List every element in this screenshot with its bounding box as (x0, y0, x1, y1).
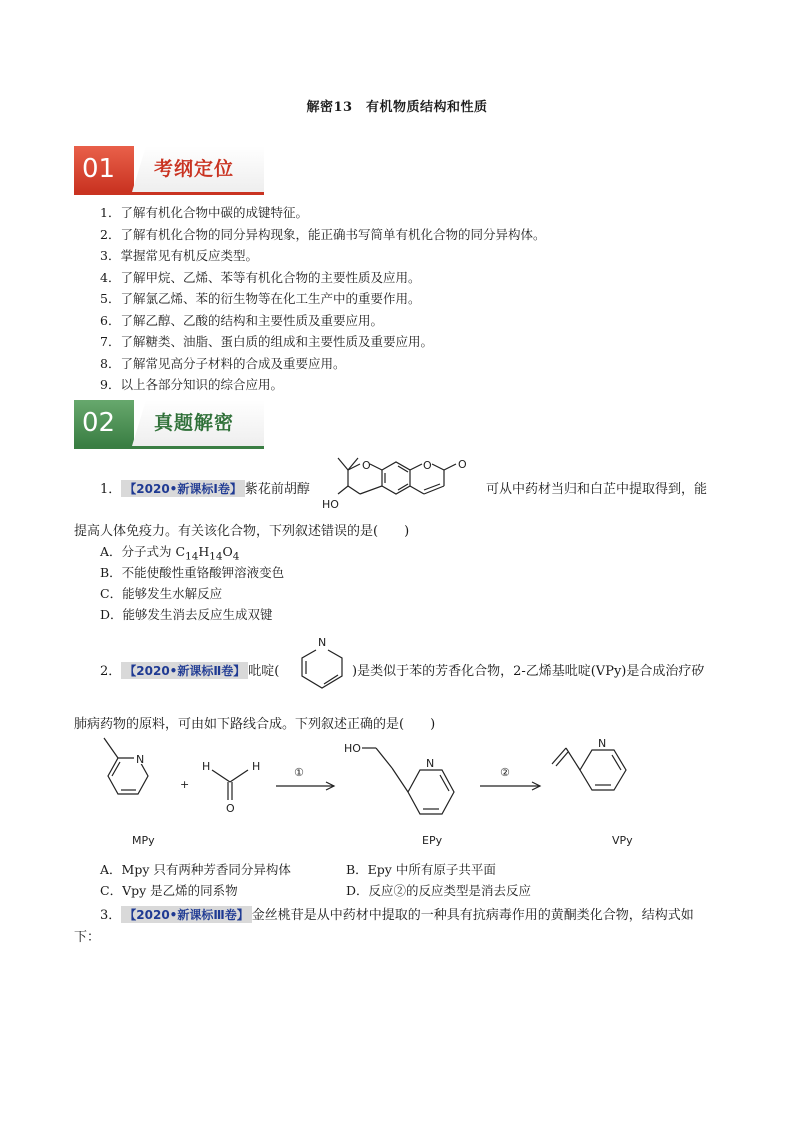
list-item: 1．了解有机化合物中碳的成键特征。 (100, 205, 308, 220)
list-item: 7．了解糖类、油脂、蛋白质的组成和主要性质及重要应用。 (100, 334, 433, 349)
bond (348, 458, 358, 470)
atom-label: N (598, 737, 607, 750)
bond (230, 770, 248, 782)
bond (556, 752, 568, 766)
section-header-01 (74, 146, 264, 194)
source-tag: 【2020•新课标Ⅲ卷】 (121, 906, 251, 923)
bond (566, 748, 580, 770)
bond (112, 762, 120, 776)
option-d: D．能够发生消去反应生成双键 (100, 607, 273, 622)
bond (360, 486, 382, 494)
step-label: ① (294, 766, 304, 779)
section-underline (74, 446, 264, 449)
compound-name: EPy (422, 834, 443, 847)
pyridine-structure (294, 634, 350, 696)
question-3-stem-line2: 下： (74, 930, 101, 945)
section-number: 02 (74, 400, 134, 446)
question-text: 吡啶( (248, 664, 280, 679)
question-number: 3． (100, 908, 122, 923)
option-a: A．Mpy 只有两种芳香同分异构体 (100, 862, 291, 877)
plus-sign: + (180, 778, 190, 791)
bond (348, 486, 360, 494)
section-title: 考纲定位 (154, 158, 235, 180)
atom-label: N (136, 753, 145, 766)
question-2-stem-continued: )是类似于苯的芳香化合物，2-乙烯基吡啶(VPy)是合成治疗矽 (352, 664, 705, 679)
question-text: 紫花前胡醇 (244, 482, 310, 497)
question-2-stem (100, 660, 279, 679)
atom-label: H (202, 760, 211, 773)
question-1-stem (100, 478, 310, 497)
question-2-stem-line2: 肺病药物的原料，可由如下路线合成。下列叙述正确的是( ) (74, 717, 436, 732)
bond (444, 464, 456, 470)
source-tag: 【2020•新课标Ⅰ卷】 (121, 480, 245, 497)
zihuaqianhuchun-structure (318, 448, 488, 520)
question-3-stem (100, 904, 694, 923)
bond (104, 738, 118, 758)
bond (370, 464, 382, 470)
atom-label: N (318, 636, 327, 649)
option-c: C．能够发生水解反应 (100, 586, 223, 601)
bond (410, 464, 422, 470)
bond (376, 748, 392, 768)
question-number: 2． (100, 664, 122, 679)
option-b: B．不能使酸性重铬酸钾溶液变色 (100, 565, 285, 580)
bond (212, 770, 230, 782)
question-text: 金丝桃苷是从中药材中提取的一种具有抗病毒作用的黄酮类化合物，结构式如 (251, 908, 694, 923)
section-underline (74, 192, 264, 195)
bond (338, 458, 348, 470)
option-a: A．分子式为 $C_{14}H_{14}O_4$ (100, 544, 240, 563)
bond (382, 462, 410, 494)
atom-label: O (458, 458, 467, 471)
bond (440, 775, 449, 791)
compound-name: MPy (132, 834, 155, 847)
atom-label: O (226, 802, 235, 815)
reaction-scheme (90, 730, 670, 850)
document-title: 解密13 有机物质结构和性质 (306, 100, 488, 115)
list-item: 5．了解氯乙烯、苯的衍生物等在化工生产中的重要作用。 (100, 291, 421, 306)
compound-name: VPy (612, 834, 633, 847)
bond (392, 768, 408, 792)
list-item: 2．了解有机化合物的同分异构现象，能正确书写简单有机化合物的同分异构体。 (100, 226, 546, 242)
bond (408, 770, 454, 814)
bond (612, 755, 621, 770)
bond (302, 650, 342, 688)
atom-label: H (252, 760, 261, 773)
atom-label: HO (322, 498, 339, 511)
atom-label: O (362, 459, 371, 472)
section-header-02 (74, 400, 264, 448)
option-c: C．Vpy 是乙烯的同系物 (100, 883, 238, 898)
list-item: 3．掌握常见有机反应类型。 (100, 248, 258, 263)
atom-label: HO (344, 742, 361, 755)
option-d: D．反应②的反应类型是消去反应 (346, 883, 532, 898)
list-item: 8．了解常见高分子材料的合成及重要应用。 (100, 355, 346, 371)
objectives-list (100, 202, 545, 396)
option-b: B．Epy 中所有原子共平面 (346, 862, 496, 877)
bond (424, 486, 444, 494)
list-item: 9．以上各部分知识的综合应用。 (100, 377, 283, 392)
question-1-stem-continued: 可从中药材当归和白芷中提取得到，能 (486, 482, 708, 497)
bond (398, 466, 408, 472)
bond (410, 486, 424, 494)
list-item: 6．了解乙醇、乙酸的结构和主要性质及重要应用。 (100, 312, 383, 328)
atom-label: O (423, 459, 432, 472)
list-item: 4．了解甲烷、乙烯、苯等有机化合物的主要性质及应用。 (100, 269, 421, 285)
bond (580, 750, 626, 790)
step-label: ② (500, 766, 510, 779)
question-number: 1． (100, 482, 122, 497)
source-tag: 【2020•新课标Ⅱ卷】 (121, 662, 248, 679)
bond (338, 486, 348, 494)
section-title: 真题解密 (154, 412, 235, 434)
bond (398, 484, 408, 490)
bond (432, 464, 444, 470)
atom-label: N (426, 757, 435, 770)
question-1-stem-line2: 提高人体免疫力。有关该化合物，下列叙述错误的是( ) (74, 524, 410, 539)
section-number: 01 (74, 146, 134, 192)
